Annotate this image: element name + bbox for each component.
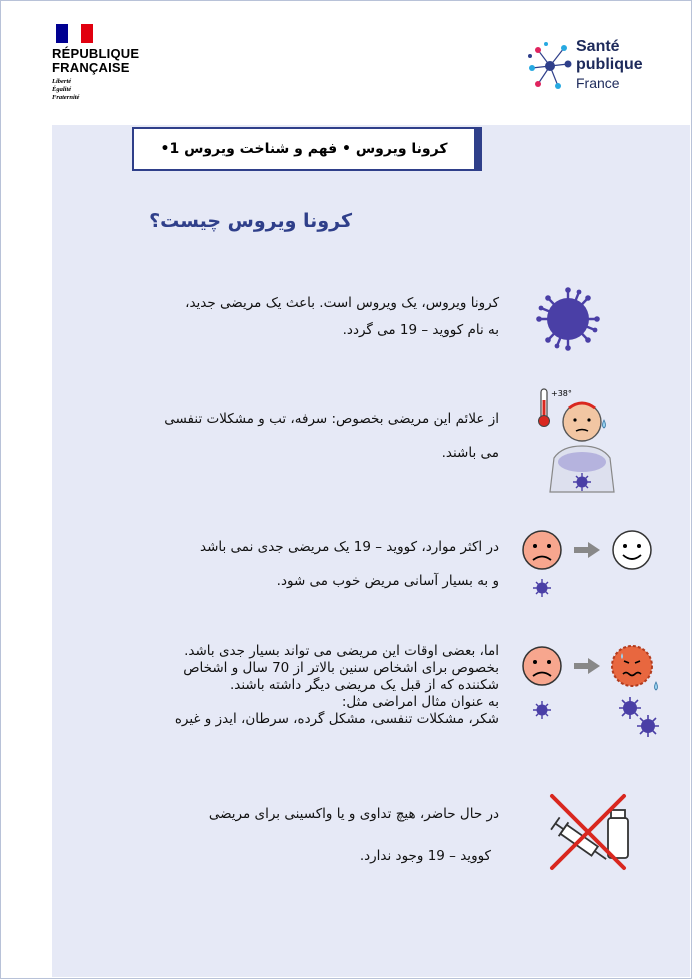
banner-text: کرونا ویروس • فهم و شناخت ویروس 1• <box>160 141 448 157</box>
section-no-treatment: در حال حاضر، هیچ تداوی و یا واکسینی برای مریضی کووید – 19 وجود ندارد. <box>208 806 499 864</box>
sad-face-icon <box>523 531 561 569</box>
smiley-face-icon <box>613 531 651 569</box>
section-what-is-virus: کرونا ویروس، یک ویروس است. باعث یک مریضی جدید، به نام کووید – 19 می گردد. <box>185 295 499 338</box>
french-flag-icon <box>56 24 93 43</box>
rf-motto: Liberté Égalité Fraternité <box>52 78 80 101</box>
section-symptoms: از علائم این مریضی بخصوص: سرفه، تب و مشکلات تنفسی می باشند. <box>164 411 499 461</box>
section-can-be-serious: اما، بعضی اوقات این مریضی می تواند بسیار جدی باشد. بخصوص برای اشخاص سنین بالاتر از 70 سال و اشخاص شکننده که از قبل یک مریضی دیگر داشته باشند. به عنوان مثال امراضی مثل: شکر، مشکلات تنفسی، مشکل گرده، سرطان، ایدز و غیره <box>174 643 499 727</box>
section-mostly-mild: در اکثر موارد، کووید – 19 یک مریضی جدی نمی باشد و به بسیار آسانی مریض خوب می شود. <box>199 539 499 589</box>
virus-icon <box>536 287 600 351</box>
network-dots-icon <box>528 38 574 98</box>
sante-publique-france-logo: Santé publique France <box>528 38 574 102</box>
republique-francaise-logo <box>52 24 139 102</box>
fever-cough-icon <box>532 384 628 494</box>
sad-face-icon <box>523 647 561 685</box>
arrow-icon <box>574 542 600 558</box>
mild-to-severe-icon <box>516 644 666 744</box>
no-treatment-icon <box>538 790 638 874</box>
page-title: کرونا ویروس چیست؟ <box>149 210 352 232</box>
sick-to-healthy-icon <box>516 528 656 604</box>
feverish-face-icon <box>612 646 658 690</box>
rf-name: RÉPUBLIQUE FRANÇAISE <box>52 46 140 75</box>
arrow-icon <box>574 658 600 674</box>
topic-banner <box>132 127 482 171</box>
temperature-label: +38° <box>551 389 572 398</box>
